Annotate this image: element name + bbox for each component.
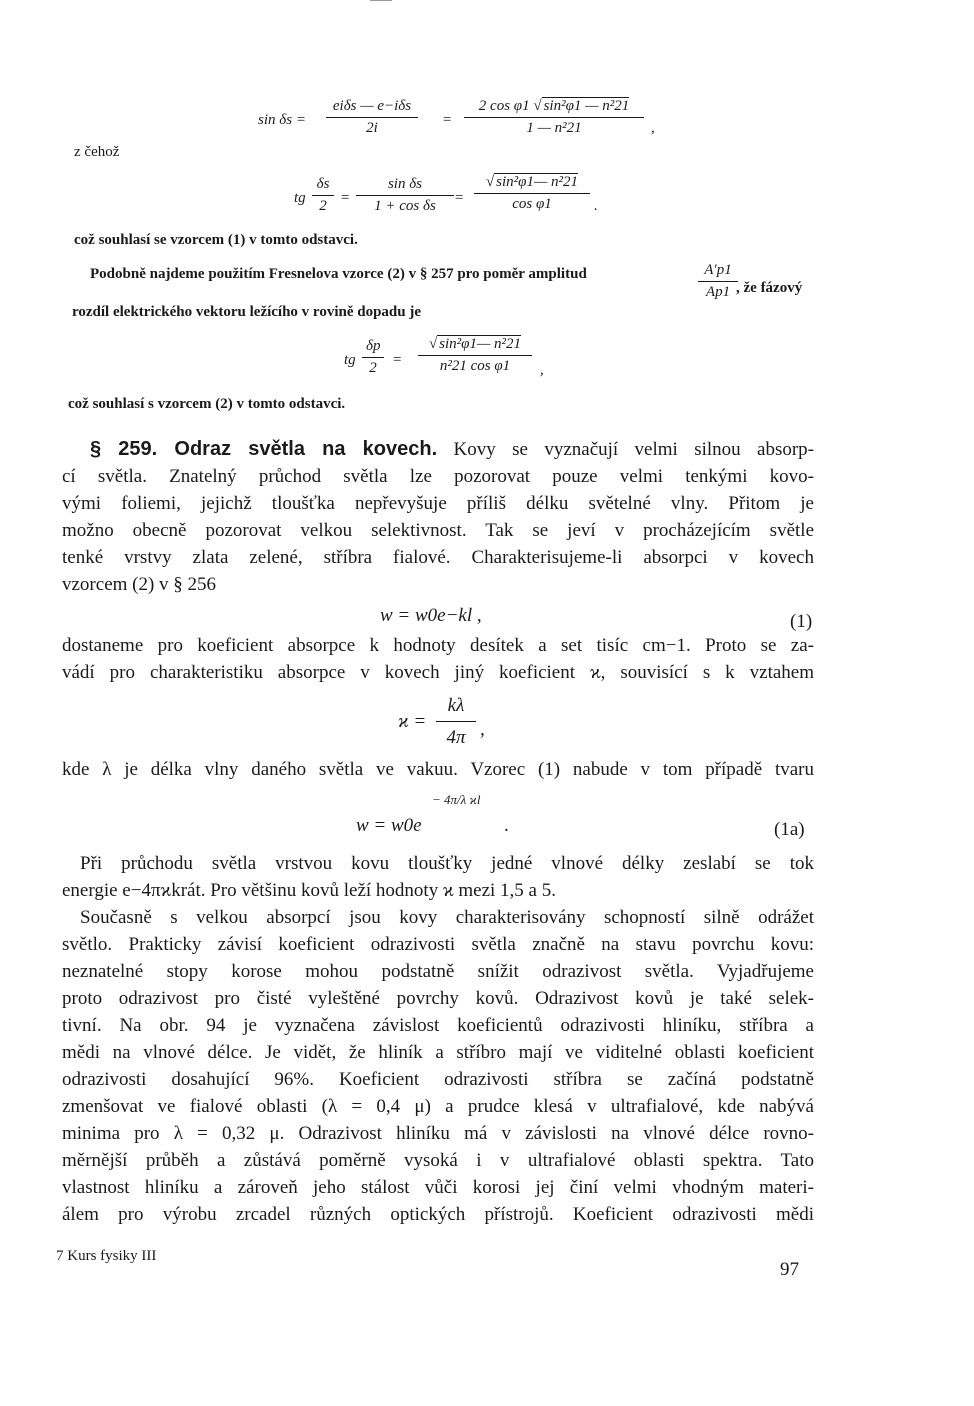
amplitude-ratio: A′p1 Ap1	[698, 262, 738, 301]
eq-lhs: sin δs =	[258, 112, 306, 128]
top-rule	[370, 0, 392, 1]
equation-1: w = w0e−kl ,	[380, 605, 482, 626]
eq-frac1: eiδs — e−iδs 2i	[326, 98, 418, 137]
eq-frac2: 2 cos φ1 √ sin²φ1 — n²21 1 — n²21	[464, 98, 644, 137]
label-z-cehoz: z čehož	[74, 144, 120, 160]
section-title: § 259. Odraz světla na kovech.	[90, 438, 438, 460]
text-fazovy: , že fázový	[736, 280, 803, 296]
equation-1a-number: (1a)	[774, 819, 805, 840]
text-rozdil: rozdíl elektrického vektoru ležícího v rovině dopadu je	[72, 304, 422, 320]
paragraph-odrazivost: Současně s velkou absorpcí jsou kovy charakterisovány schopností silně odrážet světlo. Prakticky závisí koeficient odrazivosti světla značně na stavu povrchu kovu: neznatelné stopy korose mohou podstatně snížit odrazivost světla. Vyjadřujeme proto odrazivost pro čisté vyleštěné povrchy kovů. Odrazivost kovů je také selek- tivní. Na obr. 94 je vyznačena závislost koeficientů odrazivosti hliníku, stříbra a mědi na vlnové délce. Je vidět, že hliník a stříbro mají ve viditelné oblasti koeficient odrazivosti dosahující 96%. Koeficient odrazivosti stříbra se začíná podstatně zmenšovat ve fialové oblasti (λ = 0,4 μ) a prudce klesá v ultrafialové, kde nabývá minima pro λ = 0,32 μ. Odrazivost hliníku má v závislosti na vlnové délce rovno- měrnější průběh a zůstává poměrně vysoká i v ultrafialové oblasti spektra. Tato vlastnost hliníku a zároveň jeho stálost vůči korosi jej činí velmi vhodným materi- álem pro výrobu zrcadel různých optických přístrojů. Koeficient odrazivosti mědi	[62, 907, 814, 1225]
footer-book-title: 7 Kurs fysiky III	[56, 1248, 157, 1264]
equation-1-number: (1)	[790, 611, 813, 632]
text-souhlasi-1: což souhlasí se vzorcem (1) v tomto odstavci.	[74, 232, 358, 248]
page-number: 97	[780, 1259, 799, 1280]
paragraph-pruchod: Při průchodu světla vrstvou kovu tloušťky jedné vlnové délky zeslabí se tok energie e−4πϰkrát. Pro většinu kovů leží hodnoty ϰ mezi 1,5 a 5.	[62, 853, 814, 901]
text-souhlasi-2: což souhlasí s vzorcem (2) v tomto odstavci.	[68, 396, 346, 412]
paragraph-absorpce: dostaneme pro koeficient absorpce k hodnoty desítek a set tisíc cm−1. Proto se za- vádí pro charakteristiku absorpce v kovech jiný koeficient ϰ, souvisící s k vztahem	[62, 635, 814, 683]
paragraph-lambda: kde λ je délka vlny daného světla ve vakuu. Vzorec (1) nabude v tom případě tvaru	[62, 759, 814, 780]
section-259-intro: § 259. Odraz světla na kovech. Kovy se vyznačují velmi silnou absorp- cí světla. Znatelný průchod světla lze pozorovat pouze velmi tenkými kovo- vými foliemi, jejichž tloušťka nepřevyšuje příliš délku světelné vlny. Přitom je možno obecně pozorovat velkou selektivnost. Tak se jeví v procházejícím světle tenké vrstvy zlata zelené, stříbra fialové. Charakterisujeme-li absorpci v kovech vzorcem (2) v § 256	[62, 438, 814, 595]
text-podobne: Podobně najdeme použitím Fresnelova vzorce (2) v § 257 pro poměr amplitud	[90, 266, 587, 282]
